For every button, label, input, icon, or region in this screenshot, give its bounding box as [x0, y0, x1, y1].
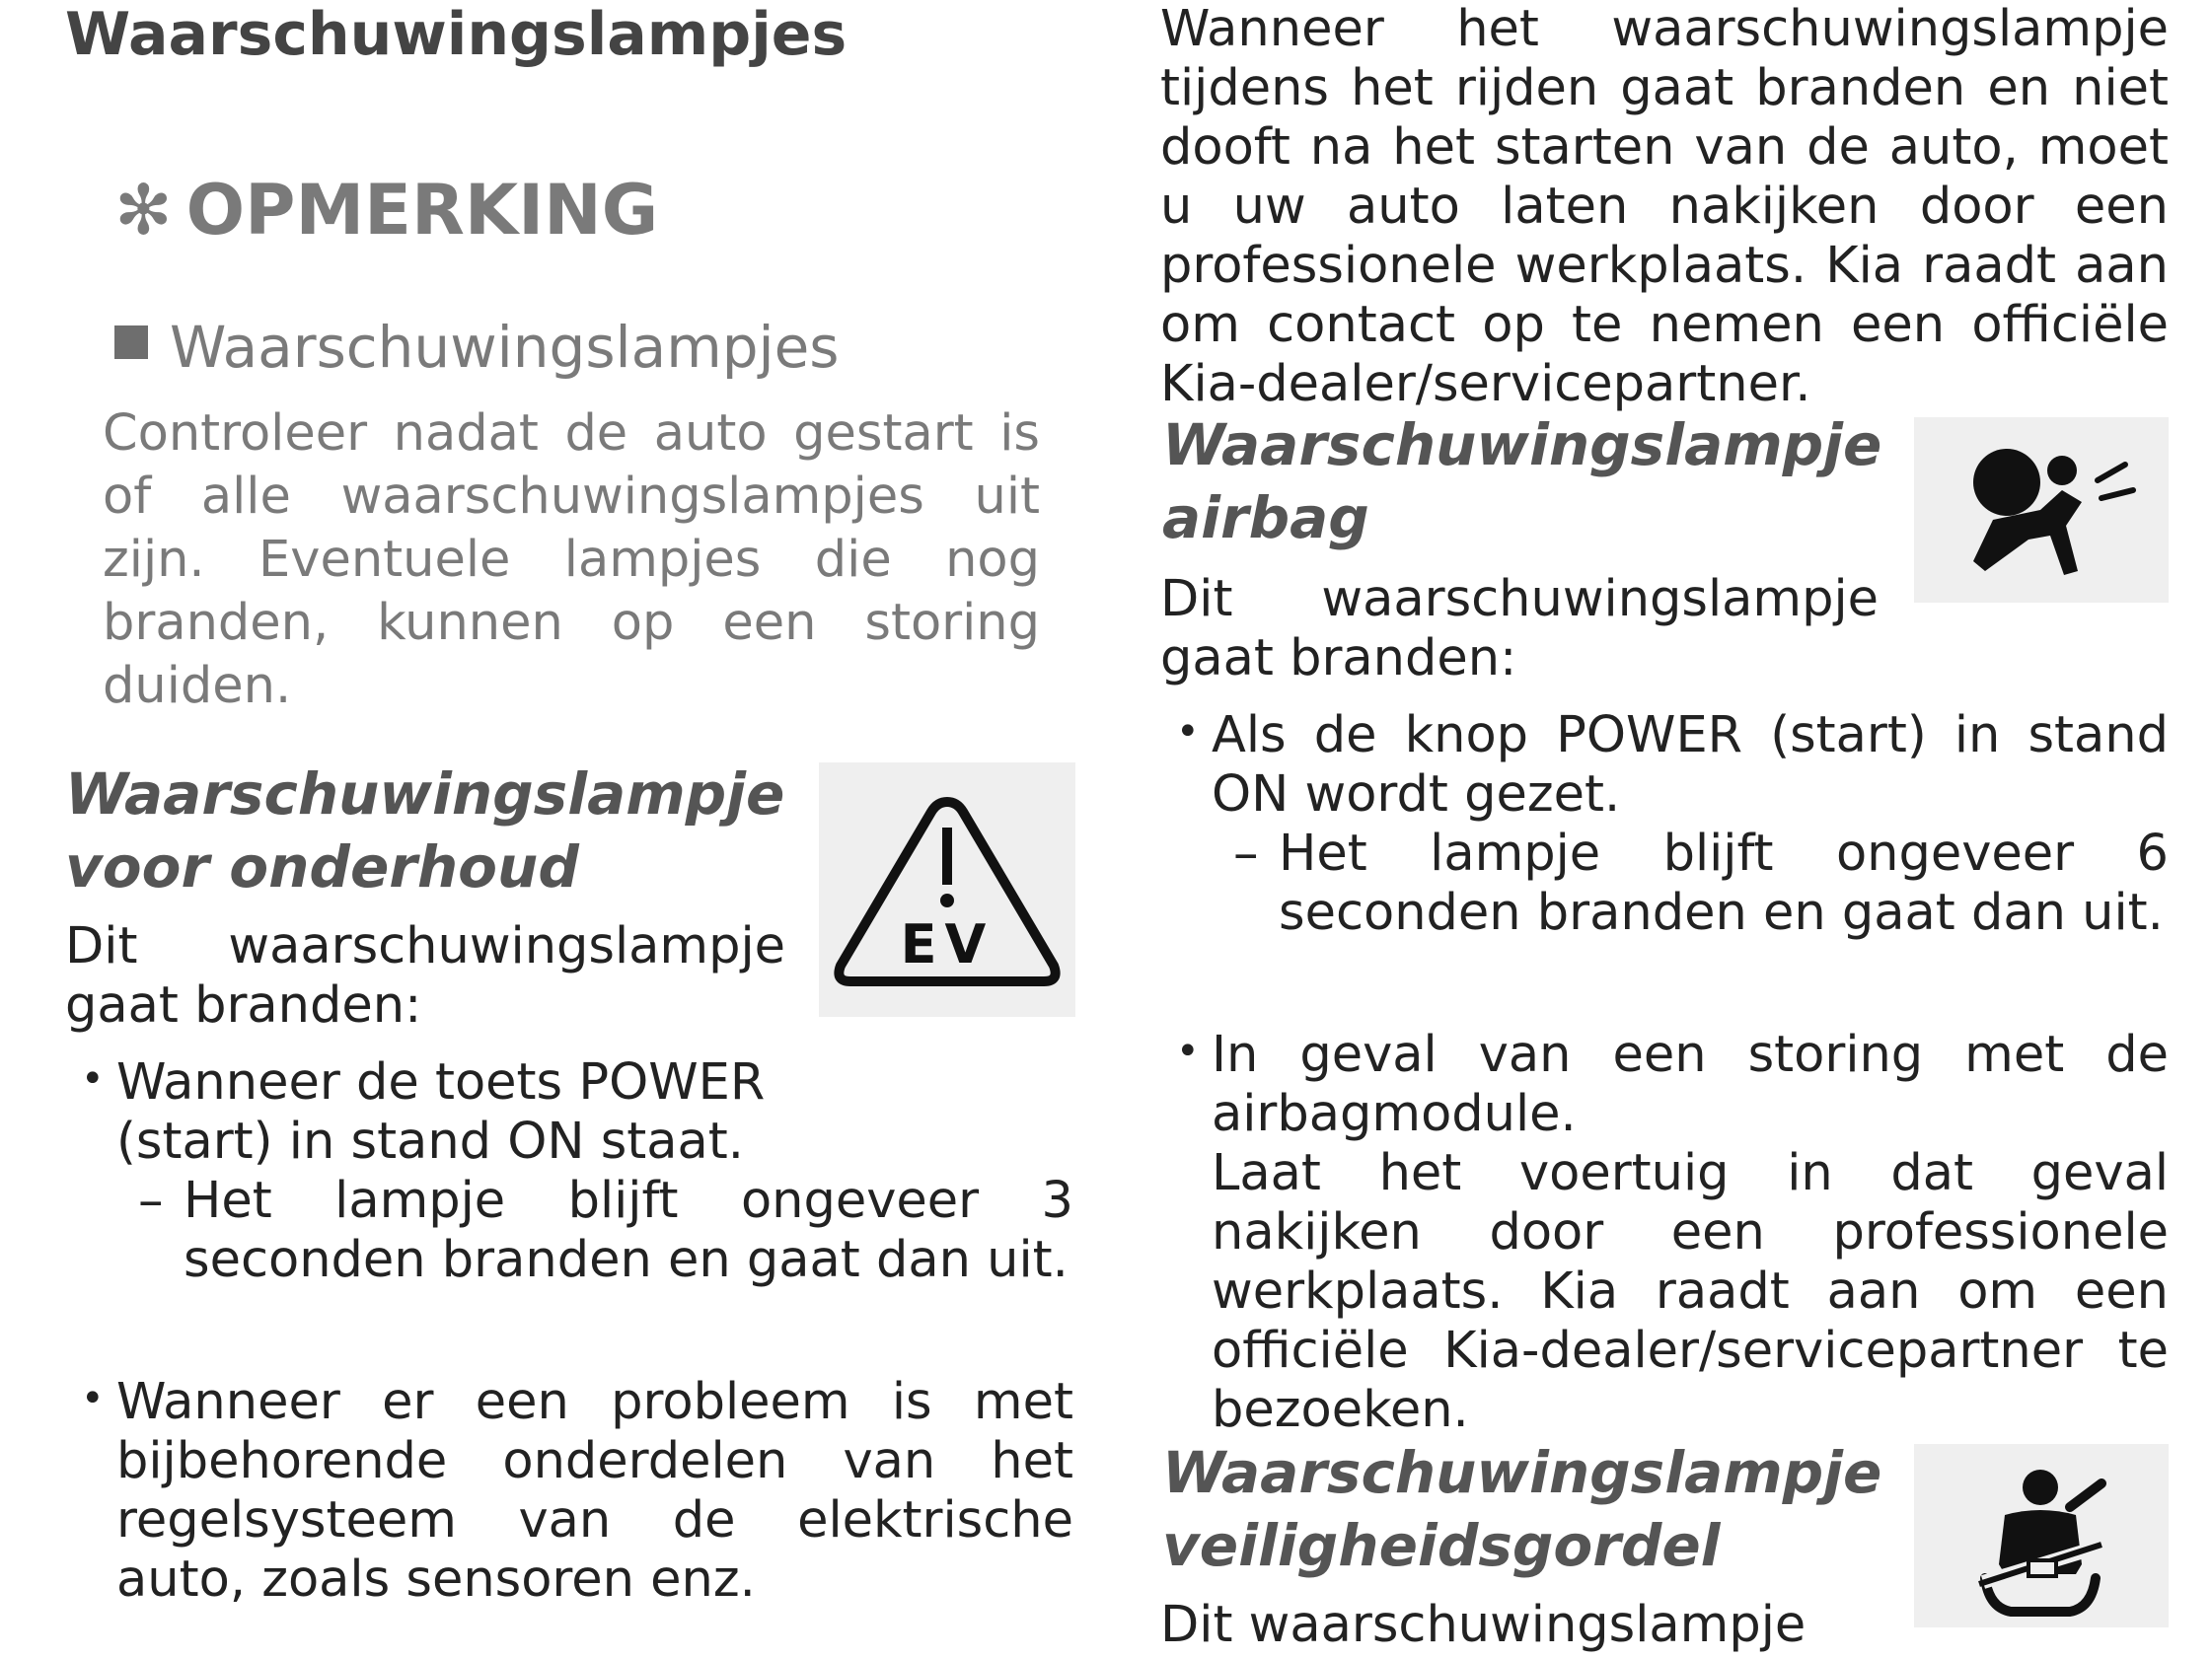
note-body: Controleer nadat de auto gestart is of alle waarschuwingslampjes uit zijn. Eventuele lampjes die nog branden, kunnen op een storing duiden.: [103, 404, 1040, 715]
square-bullet-icon: [114, 325, 148, 359]
right-intro: Wanneer het waarschuwingslampje tijdens het rijden gaat branden en niet dooft na het starten van de auto, moet u uw auto laten nakijken door een professionele werkplaats. Kia raadt aan om contact op te nemen een officiële Kia-dealer/servicepartner.: [1160, 0, 2169, 413]
asterisk-icon: ✻: [114, 170, 173, 251]
maintenance-bullet-1-line1: Wanneer de toets POWER: [116, 1053, 766, 1112]
seatbelt-title-line1: Waarschuwingslampje: [1162, 1439, 1882, 1506]
maintenance-bullet-1-line2: (start) in stand ON staat.: [116, 1113, 745, 1171]
maintenance-title-line1: Waarschuwingslampje: [65, 760, 785, 828]
maintenance-title-line2: voor onderhoud: [65, 833, 579, 901]
note-subtitle: Waarschuwingslampjes: [170, 314, 840, 381]
airbag-icon-box: [1914, 417, 2169, 603]
airbag-bullet-1-sub-text: Het lampje blijft ongeveer 6 seconden branden en gaat dan uit.: [1279, 825, 2169, 942]
maintenance-bullet-1-sub: [138, 1172, 1073, 1290]
maintenance-bullet-2: [81, 1373, 1073, 1610]
airbag-bullet-2-text: In geval van een storing met de airbagmodule.: [1212, 1026, 2169, 1143]
airbag-icon: [1914, 417, 2169, 603]
airbag-bullet-2: [1176, 1026, 2169, 1144]
bullet-dot: •: [81, 1376, 105, 1421]
seatbelt-title-line2: veiligheidsgordel: [1162, 1512, 1721, 1579]
ev-label: EV: [900, 913, 995, 975]
note-heading: [114, 170, 658, 251]
bullet-dot: •: [81, 1056, 105, 1102]
seatbelt-icon-box: [1914, 1444, 2169, 1627]
airbag-bullet-1: [1176, 706, 2169, 825]
maintenance-bullet-1-sub-text: Het lampje blijft ongeveer 3 seconden branden en gaat dan uit.: [184, 1172, 1073, 1289]
airbag-title-line2: airbag: [1162, 484, 1369, 551]
airbag-bullet-1-sub: [1233, 825, 2169, 943]
maintenance-intro: Dit waarschuwingslampje gaat branden:: [65, 917, 785, 1035]
bullet-dot: •: [1176, 709, 1200, 755]
note-title: OPMERKING: [185, 170, 659, 251]
airbag-title-line1: Waarschuwingslampje: [1162, 411, 1882, 478]
note-subheading: [114, 314, 840, 381]
seatbelt-intro: Dit waarschuwingslampje: [1160, 1596, 1806, 1654]
ev-warning-triangle-icon: [819, 762, 1075, 1017]
maintenance-warning-icon-box: [819, 762, 1075, 1017]
maintenance-bullet-2-text: Wanneer er een probleem is met bijbehorende onderdelen van het regelsysteem van de elektrische auto, zoals sensoren enz.: [116, 1373, 1073, 1609]
airbag-bullet-1-text: Als de knop POWER (start) in stand ON wordt gezet.: [1212, 706, 2169, 824]
dash-marker: –: [138, 1172, 164, 1230]
dash-marker: –: [1233, 825, 1259, 883]
bullet-dot: •: [1176, 1029, 1200, 1074]
seatbelt-icon: [1914, 1444, 2169, 1627]
airbag-bullet-2-extra: Laat het voertuig in dat geval nakijken door een professionele werkplaats. Kia raadt aan om een officiële Kia-dealer/servicepartner te bezoeken.: [1212, 1144, 2169, 1439]
maintenance-bullet-1: [81, 1053, 787, 1172]
page-title: Waarschuwingslampjes: [65, 0, 848, 69]
airbag-intro: Dit waarschuwingslampje gaat branden:: [1160, 570, 1879, 687]
